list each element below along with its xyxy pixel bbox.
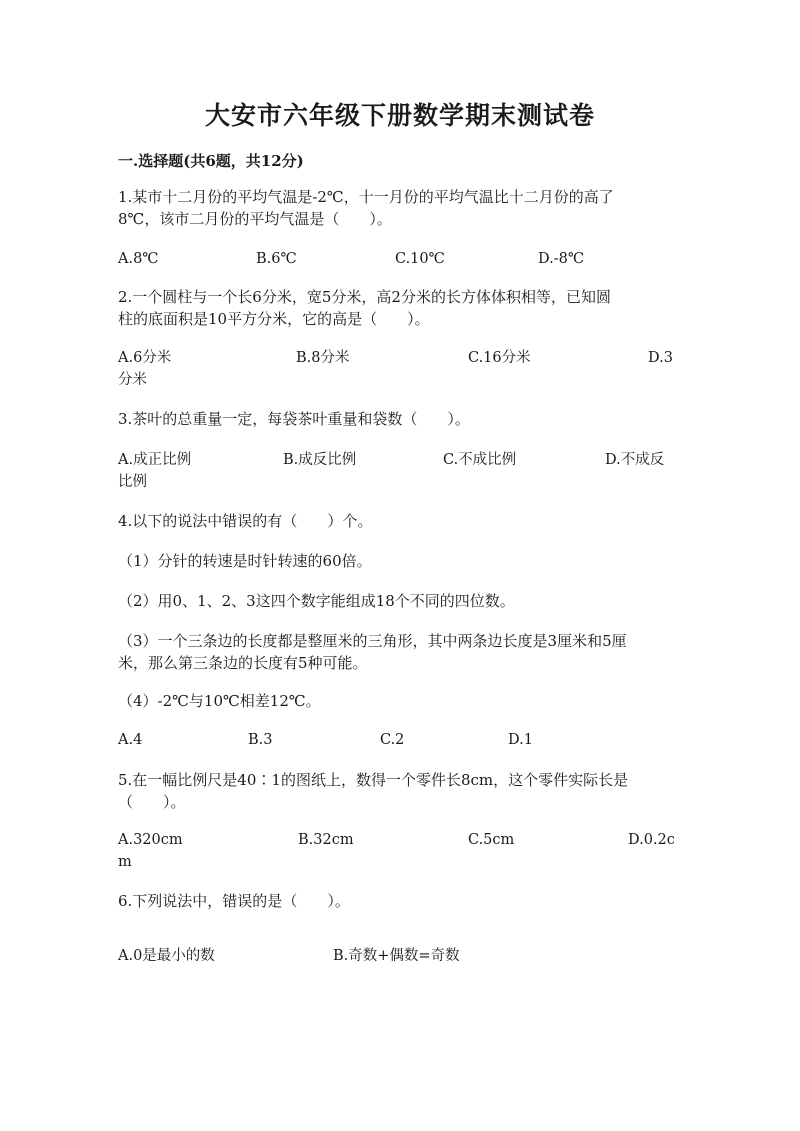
question-4-text: 4.以下的说法中错误的有（ ）个。: [118, 512, 373, 530]
option-a[interactable]: A.成正比例: [118, 452, 192, 468]
option-d[interactable]: D.3: [648, 350, 673, 366]
question-2-text: 2.一个圆柱与一个长6分米，宽5分米，高2分米的长方体体积相等，已知圆 柱的底面积是10平方分米，它的高是（ ）。: [118, 288, 611, 328]
option-c[interactable]: C.2: [380, 732, 405, 748]
question-4-item-1: （1）分针的转速是时针转速的60倍。: [118, 552, 372, 570]
option-d-wrap: 比例: [118, 474, 147, 490]
section-header: 一.选择题(共6题，共12分): [118, 152, 304, 170]
question-5-options: [118, 829, 678, 873]
option-b[interactable]: B.8分米: [296, 350, 350, 366]
option-d[interactable]: D.不成反: [605, 452, 665, 468]
option-c[interactable]: C.16分米: [468, 350, 531, 366]
option-c[interactable]: C.不成比例: [443, 452, 517, 468]
question-2-options: [118, 347, 678, 391]
option-c[interactable]: C.5cm: [468, 832, 515, 848]
option-a[interactable]: A.8℃: [118, 251, 159, 267]
question-3-text: 3.茶叶的总重量一定，每袋茶叶重量和袋数（ ）。: [118, 410, 470, 428]
question-6-text: 6.下列说法中，错误的是（ ）。: [118, 892, 350, 910]
question-6-options: [118, 945, 678, 989]
question-4-item-3: （3）一个三条边的长度都是整厘米的三角形，其中两条边长度是3厘米和5厘 米，那么第三条边的长度有5种可能。: [118, 632, 627, 672]
question-5-text: 5.在一幅比例尺是40∶1的图纸上，数得一个零件长8cm，这个零件实际长是 （ ）。: [118, 771, 629, 811]
question-1-text: 1.某市十二月份的平均气温是-2℃，十一月份的平均气温比十二月份的高了 8℃，该市二月份的平均气温是（ ）。: [118, 188, 614, 228]
option-d[interactable]: D.0.2c: [628, 832, 675, 848]
option-b[interactable]: B.6℃: [256, 251, 297, 267]
option-c[interactable]: C.10℃: [395, 251, 445, 267]
question-4-item-2: （2）用0、1、2、3这四个数字能组成18个不同的四位数。: [118, 592, 515, 610]
option-d-wrap: m: [118, 854, 132, 870]
question-4-options: [118, 729, 678, 773]
option-d[interactable]: D.-8℃: [538, 251, 585, 267]
option-b[interactable]: B.成反比例: [283, 452, 357, 468]
option-a[interactable]: A.4: [118, 732, 143, 748]
option-b[interactable]: B.32cm: [298, 832, 354, 848]
option-a[interactable]: A.320cm: [118, 832, 183, 848]
page-title: 大安市六年级下册数学期末测试卷: [204, 101, 595, 130]
option-b[interactable]: B.3: [248, 732, 273, 748]
question-3-options: [118, 449, 678, 493]
option-a[interactable]: A.6分米: [118, 350, 172, 366]
option-d-wrap: 分米: [118, 372, 147, 388]
option-a[interactable]: A.0是最小的数: [118, 948, 215, 964]
option-d[interactable]: D.1: [508, 732, 533, 748]
question-4-item-4: （4）-2℃与10℃相差12℃。: [118, 692, 321, 710]
option-b[interactable]: B.奇数+偶数=奇数: [333, 948, 460, 964]
